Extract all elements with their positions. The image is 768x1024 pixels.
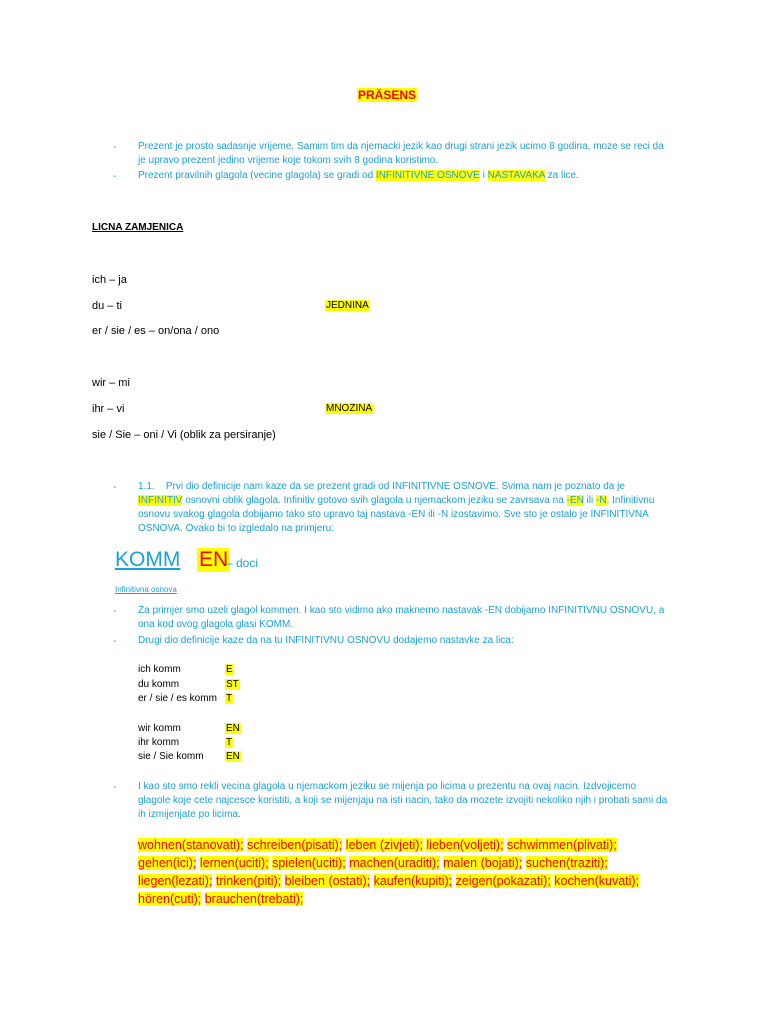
verb-item — [456, 874, 551, 888]
intro-bullet-2: Prezent pravilnih glagola (vecine glagola) se gradi od INFINITIVNE OSNOVE i NASTAVAKA za lice. — [138, 170, 579, 181]
verb-item — [374, 874, 453, 888]
verb-item — [554, 874, 639, 888]
bullet-dash: - — [113, 142, 117, 153]
verb-german: trinken — [215, 874, 254, 888]
verb-translation: (kuvati); — [594, 874, 640, 888]
conjugation-form: ihr komm — [138, 737, 180, 748]
bullet-dash: - — [113, 782, 117, 793]
verb-translation: (uciti); — [234, 856, 269, 870]
verb-german: kochen — [554, 874, 595, 888]
example-ending: EN — [199, 548, 229, 571]
verb-item — [507, 838, 617, 852]
bullet-dash: - — [113, 171, 117, 182]
bullet-dash: - — [113, 636, 117, 647]
pronoun-row: sie / Sie – oni / Vi (oblik za persiranje) — [92, 429, 276, 441]
verb-german: liegen — [138, 874, 172, 888]
verb-translation: (pokazati); — [492, 874, 551, 888]
conjugation-form: sie / Sie komm — [138, 751, 204, 762]
bullet-dash: - — [113, 606, 117, 617]
verb-german: kaufen — [373, 874, 412, 888]
conjugation-ending: ST — [226, 679, 239, 690]
conjugation-form: er / sie / es komm — [138, 693, 217, 704]
verb-item — [443, 856, 522, 870]
verb-translation: (uciti); — [311, 856, 346, 870]
verb-german: gehen — [138, 856, 173, 870]
pronoun-row: wir – mi — [92, 377, 130, 389]
verb-translation: (piti); — [253, 874, 282, 888]
verb-german: machen — [349, 856, 394, 870]
intro-bullet-1: Prezent je prosto sadasnje vrijeme. Samim tim da njemacki jezik kao drugi strani jezik ucimo 8 godina, moze se reci da je upravo prezent jedino vrijeme koje tokom svih 8 godina koristimo. — [138, 141, 664, 166]
verb-german: lernen — [199, 856, 235, 870]
conjugation-ending: E — [226, 664, 233, 675]
conjugation-ending: EN — [226, 751, 240, 762]
explain-bullet-2: Drugi dio definicije kaze da na tu INFINITIVNU OSNOVU dodajemo nastavke za lica: — [138, 635, 514, 646]
verb-item — [138, 892, 201, 906]
verb-item — [346, 838, 423, 852]
conjugation-ending: T — [226, 693, 233, 704]
verb-translation: (kupiti); — [411, 874, 453, 888]
pronoun-row: ihr – vi — [92, 403, 125, 415]
verb-german: hören — [138, 892, 170, 906]
verb-item — [526, 856, 608, 870]
verb-translation: (plivati); — [573, 838, 617, 852]
example-stem: KOMM — [115, 548, 181, 571]
verb-translation: (ostati); — [324, 874, 371, 888]
highlight-n-suffix: -N — [596, 495, 607, 506]
verb-item — [200, 856, 269, 870]
verb-item — [216, 874, 281, 888]
highlight-en-suffix: -EN — [566, 495, 584, 506]
conjugation-form: ich komm — [138, 664, 181, 675]
verb-german: malen — [443, 856, 478, 870]
conjugation-form: du komm — [138, 679, 180, 690]
highlight-endings: NASTAVAKA — [487, 170, 545, 181]
verb-translation: (trebati); — [256, 892, 304, 906]
verb-german: schreiben — [247, 838, 302, 852]
definition-bullet: 1.1. Prvi dio definicije nam kaze da se prezent gradi od INFINITIVNE OSNOVE. Svima nam je poznato da je INFINITIV osnovni oblik glagola. Infinitiv gotovo svih glagola u njemackom jeziku se zavrsava na -EN ili -N. Infinitivnu osnovu svakog glagola dobijamo tako sto upravo taj nastava -EN ili -N izostavimo. Sve sto je ostalo je INFINITIVNA OSNOVA. Ovako bi to izgledalo na primjeru: — [138, 481, 655, 534]
verb-item — [285, 874, 370, 888]
verb-translation: (bojati); — [477, 856, 523, 870]
verb-german: brauchen — [204, 892, 257, 906]
verb-german: bleiben — [284, 874, 325, 888]
highlight-infinitiv: INFINITIV — [138, 495, 183, 506]
conjugation-ending: T — [226, 737, 233, 748]
verb-translation: (cuti); — [169, 892, 202, 906]
explain-bullet-1: Za primjer smo uzeli glagol kommen. I kao sto vidimo ako maknemo nastavak -EN dobijamo INFINITIVNU OSNOVU, a ona kod ovog glagola glasi KOMM. — [138, 605, 665, 630]
conjugation-ending: EN — [226, 723, 240, 734]
verb-german: zeigen — [455, 874, 493, 888]
verb-translation: (zivjeti); — [376, 838, 423, 852]
verb-item — [272, 856, 346, 870]
verb-translation: (pisati); — [301, 838, 343, 852]
label-plural: MNOZINA — [326, 403, 373, 414]
verb-item — [138, 838, 244, 852]
verb-german: suchen — [525, 856, 567, 870]
verb-german: lieben — [426, 838, 460, 852]
verb-translation: (traziti); — [566, 856, 608, 870]
verb-item — [349, 856, 439, 870]
pronoun-row: du – ti — [92, 300, 122, 312]
verb-translation: (uraditi); — [393, 856, 440, 870]
pronoun-row: er / sie / es – on/ona / ono — [92, 325, 220, 337]
verb-translation: (lezati); — [171, 874, 213, 888]
closing-bullet: I kao sto smo rekli vecina glagola u njemackom jeziku se mijenja po licima u prezentu na ovaj nacin. Izdvojicemo glagole koje cete najcesce koristiti, a koji se mijenjaju na isti nacin, tako da mozete izvojiti nekoliko njih i probati sami da ih izmijenjate po licima. — [138, 781, 668, 820]
verb-item — [138, 856, 196, 870]
verb-german: schwimmen — [507, 838, 574, 852]
verb-german: spielen — [272, 856, 312, 870]
verb-german: wohnen — [138, 838, 182, 852]
verb-translation: (voljeti); — [459, 838, 504, 852]
page-title: PRÄSENS — [358, 88, 417, 102]
section-heading: LICNA ZAMJENICA — [92, 222, 184, 233]
pronoun-row: ich – ja — [92, 274, 127, 286]
bullet-dash: - — [113, 482, 117, 493]
verb-german: leben — [345, 838, 377, 852]
highlight-infinitive-stem: INFINITIVNE OSNOVE — [375, 170, 480, 181]
example-meaning: – doci — [226, 556, 259, 570]
verb-item — [247, 838, 342, 852]
verb-list — [138, 836, 678, 908]
verb-translation: (stanovati); — [181, 838, 244, 852]
label-singular: JEDNINA — [326, 300, 369, 311]
stem-label: Infinitivna osnova — [115, 585, 177, 594]
verb-item — [426, 838, 503, 852]
verb-item — [138, 874, 212, 888]
verb-translation: (ici); — [172, 856, 197, 870]
conjugation-form: wir komm — [138, 723, 181, 734]
verb-item — [205, 892, 304, 906]
